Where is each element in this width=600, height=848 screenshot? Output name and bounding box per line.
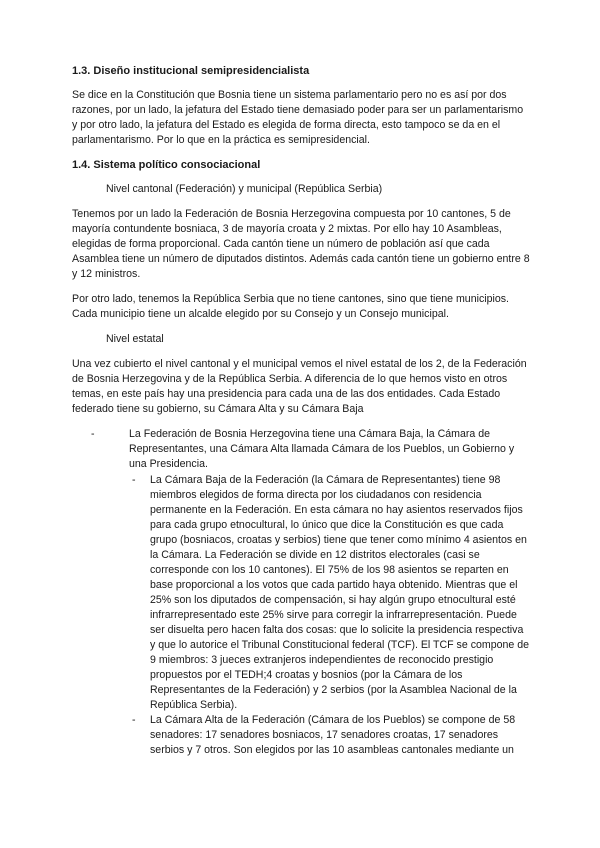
section-heading-1-3: 1.3. Diseño institucional semipresidencialista: [72, 65, 310, 77]
sub-bullet-marker: -: [132, 714, 136, 726]
bullet-list: [91, 427, 530, 758]
sub-bullet-marker: -: [132, 474, 136, 486]
paragraph-semipresidencial: Se dice en la Constitución que Bosnia tiene un sistema parlamentario pero no es así por dos razones, por un lado, la jefatura del Estado tiene demasiado poder para ser un parlamentarismo y por otro lado, la jefatura del Estado es elegida de forma directa, esto tampoco se da en el parlamentarismo. Por lo que en la práctica es semipresidencial.: [72, 89, 524, 146]
paragraph-federacion-cantones: Tenemos por un lado la Federación de Bosnia Herzegovina compuesta por 10 cantones, 5 de mayoría contundente bosniaca, 3 de mayoría croata y 2 mixtas. Por ello hay 10 Asambleas, elegidas de forma proporcional. Cada cantón tiene un número de población así que cada Asamblea tiene un número de diputados distintos. Además cada cantón tiene un gobierno entre 8 y 12 ministros.: [72, 208, 530, 280]
sub-list-item-text: La Cámara Alta de la Federación (Cámara de los Pueblos) se compone de 58 senadores: 17 senadores bosniacos, 17 senadores croatas, 17 senadores serbios y 7 otros. Son elegidos por las 10 asambleas cantonales mediante un: [150, 714, 516, 756]
subheading-nivel-estatal: Nivel estatal: [106, 333, 164, 345]
bullet-marker: -: [91, 428, 95, 440]
list-item-text: La Federación de Bosnia Herzegovina tiene una Cámara Baja, la Cámara de Representantes, una Cámara Alta llamada Cámara de los Pueblos, un Gobierno y una Presidencia.: [129, 428, 515, 470]
sub-list-item-text: La Cámara Baja de la Federación (la Cámara de Representantes) tiene 98 miembros elegidos de forma directa por los ciudadanos con residencia permanente en la Federación. En esta cámara no hay asientos reservados fijos para cada grupo etnocultural, lo único que dice la Constitución es que cada grupo (bosniacos, croatas y serbios) tiene que tener como mínimo 4 asientos en la Cámara. La Federación se divide en 12 distritos electorales (casi se corresponde con los 10 cantones). El 75% de los 98 asientos se reparten en base proporcional a los votos que cada partido haya obtenido. Mientras que el 25% son los diputados de compensación, si hay algún grupo etnocultural esté infrarrepresentado este 25% sirve para corregir la infrarrepresentación. Puede ser disuelta pero hacen falta dos cosas: que lo solicite la presidencia respectiva y que lo autorice el Tribunal Constitucional federal (TCF). El TCF se compone de 9 miembros: 3 jueces extranjeros independientes de reconocido prestigio propuestos por el TEDH;4 croatas y bosnios (por la Cámara de los Representantes de la Federación) y 2 serbios (por la Asamblea Nacional de la República Serbia).: [150, 474, 530, 711]
document-content: [72, 64, 530, 758]
sub-list-item: [129, 473, 530, 713]
section-heading-1-4: 1.4. Sistema político consociacional: [72, 159, 261, 171]
sub-bullet-list: [129, 473, 530, 758]
subheading-nivel-cantonal: Nivel cantonal (Federación) y municipal (República Serbia): [106, 183, 383, 195]
sub-list-item: [129, 713, 530, 758]
paragraph-republica-serbia: Por otro lado, tenemos la República Serbia que no tiene cantones, sino que tiene municipios. Cada municipio tiene un alcalde elegido por su Consejo y un Consejo municipal.: [72, 293, 509, 320]
paragraph-nivel-estatal: Una vez cubierto el nivel cantonal y el municipal vemos el nivel estatal de los 2, de la Federación de Bosnia Herzegovina y de la República Serbia. A diferencia de lo que hemos visto en otros temas, en este país hay una presidencia para cada una de las dos entidades. Cada Estado federado tiene su gobierno, su Cámara Alta y su Cámara Baja: [72, 358, 527, 415]
list-item: [91, 427, 530, 758]
